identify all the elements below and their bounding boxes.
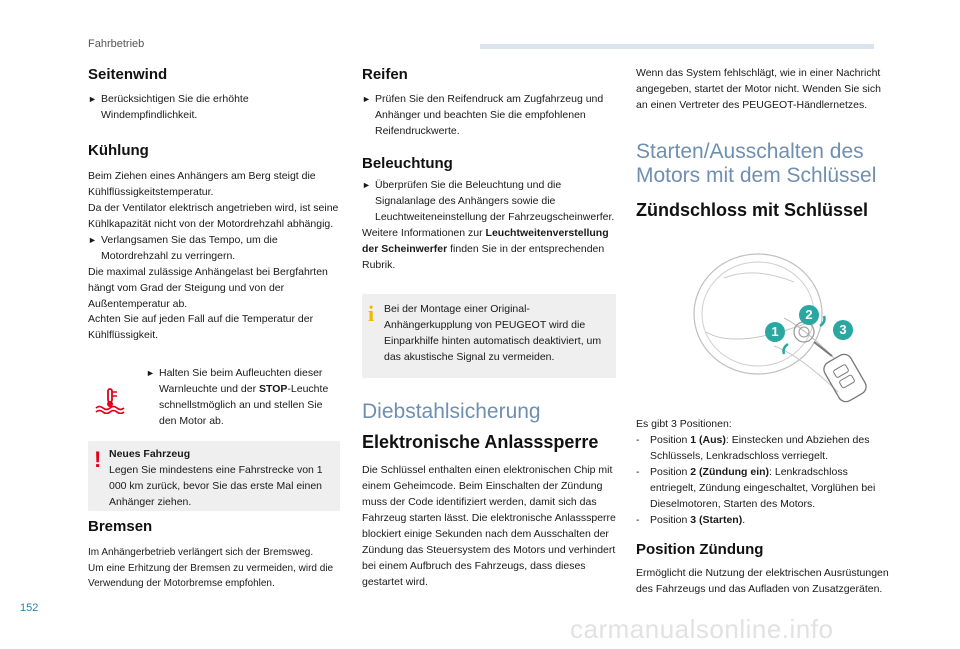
note-title: Neues Fahrzeug [109, 448, 191, 460]
coolant-temperature-warning-icon [94, 388, 126, 414]
bullet-item: ► Verlangsamen Sie das Tempo, um die Motordrehzahl zu verringern. [88, 233, 342, 265]
watermark: carmanualsonline.info [570, 614, 834, 644]
temp-warning-block [88, 366, 342, 436]
section-reifen-title: Reifen [362, 66, 408, 83]
list-item: - Position 2 (Zündung ein): Lenkradschloss entriegelt, Zündung eingeschaltet, Vorglühen bei Dieselmotoren, Starten des Motors. [636, 465, 876, 510]
paragraph: Die Schlüssel enthalten einen elektronischen Chip mit einem Geheimcode. Beim Einschalten der Zündung muss der Code identifiziert werden, damit sich das Fahrzeug starten lässt. Die elektronische Anlasssperre blockiert einige Sekunden nach dem Ausschalten der Zündung das Steuersystem des Motors und verhindert bei einem Aufbruch des Fahrzeugs, dass dieses gestartet wird. [362, 464, 616, 588]
column-2 [362, 66, 616, 274]
paragraph: Beim Ziehen eines Anhängers am Berg steigt die Kühlflüssigkeitstemperatur. [88, 169, 316, 198]
section-bremsen-title: Bremsen [88, 518, 153, 535]
bullet-arrow-icon: ► [146, 368, 155, 378]
paragraph: Weitere Informationen zur Leuchtweitenverstellung der Scheinwerfer finden Sie in der entsprechenden Rubrik. [362, 226, 609, 271]
bullet-arrow-icon: ► [88, 94, 97, 104]
figure-label-3: 3 [833, 320, 853, 340]
info-note [362, 294, 616, 378]
list-item: - Position 3 (Starten). [636, 513, 746, 526]
bullet-arrow-icon: ► [362, 179, 371, 190]
section-starten-title: Starten/Ausschalten des Motors mit dem Schlüssel [636, 139, 877, 187]
header-bar [480, 44, 874, 49]
running-header: Fahrbetrieb [88, 38, 145, 50]
paragraph: Es gibt 3 Positionen: [636, 418, 732, 430]
figure-label-1: 1 [765, 322, 785, 342]
bullet-item: ► Prüfen Sie den Reifendruck am Zugfahrzeug und Anhänger und beachten Sie die empfohlenen Reifendruckwerte. [362, 92, 616, 140]
figure-label-2: 2 [799, 305, 819, 325]
bullet-arrow-icon: ► [362, 94, 371, 104]
note-text: Bei der Montage einer Original-Anhängerkupplung von PEUGEOT wird die Einparkhilfe hinten automatisch deaktiviert, um das akustische Signal zu vermeiden. [384, 303, 602, 363]
paragraph: Die maximal zulässige Anhängelast bei Bergfahrten hängt vom Grad der Steigung und von der Außentemperatur ab. [88, 265, 328, 310]
section-position-zuendung-title: Position Zündung [636, 540, 764, 558]
bullet-item: ► Berücksichtigen Sie die erhöhte Windempfindlichkeit. [88, 92, 342, 124]
exclamation-icon: ! [94, 447, 102, 472]
note-text: Legen Sie mindestens eine Fahrstrecke von 1 000 km zurück, bevor Sie das erste Mal einen Anhänger ziehen. [109, 463, 323, 508]
paragraph: Da der Ventilator elektrisch angetrieben wird, ist seine Kühlkapazität nicht von der Motordrehzahl abhängig. [88, 201, 339, 230]
info-icon: i [368, 301, 375, 326]
paragraph: Im Anhängerbetrieb verlängert sich der Bremsweg. [88, 547, 314, 558]
paragraph: Ermöglicht die Nutzung der elektrischen Ausrüstungen des Fahrzeugs und das Aufladen von Zusatzgeräten. [636, 566, 889, 595]
section-diebstahl-title: Diebstahlsicherung [362, 400, 541, 423]
paragraph: Um eine Erhitzung der Bremsen zu vermeiden, wird die Verwendung der Motorbremse empfohlen. [88, 562, 334, 589]
bullet-item: ► Überprüfen Sie die Beleuchtung und die Signalanlage des Anhängers sowie die Leuchtweiteneinstellung der Fahrzeugscheinwerfer. [362, 178, 616, 226]
positions-section [636, 417, 892, 598]
paragraph: Achten Sie auf jeden Fall auf die Temperatur der Kühlflüssigkeit. [88, 313, 314, 342]
warning-note [88, 441, 340, 511]
section-beleuchtung-title: Beleuchtung [362, 154, 453, 172]
section-kuehlung-title: Kühlung [88, 141, 149, 159]
column-3 [636, 66, 892, 221]
bullet-item: ► Halten Sie beim Aufleuchten dieser Warnleuchte und der STOP-Leuchte schnellstmöglich an und stellen Sie den Motor ab. [146, 366, 338, 430]
page-number: 152 [20, 602, 39, 614]
list-item: - Position 1 (Aus): Einstecken und Abziehen des Schlüssels, Lenkradschloss verriegelt. [636, 433, 870, 462]
bullet-arrow-icon: ► [88, 234, 97, 245]
section-bremsen [88, 518, 342, 592]
section-diebstahl [362, 400, 618, 591]
column-1 [88, 66, 342, 344]
section-anlasssperre-title: Elektronische Anlasssperre [362, 432, 599, 453]
section-zuendschloss-title: Zündschloss mit Schlüssel [636, 200, 869, 221]
section-seitenwind-title: Seitenwind [88, 66, 168, 83]
paragraph: Wenn das System fehlschlägt, wie in einer Nachricht angegeben, startet der Motor nicht. Wenden Sie sich an einen Vertreter des PEUGEOT-Händlernetzes. [636, 67, 881, 111]
